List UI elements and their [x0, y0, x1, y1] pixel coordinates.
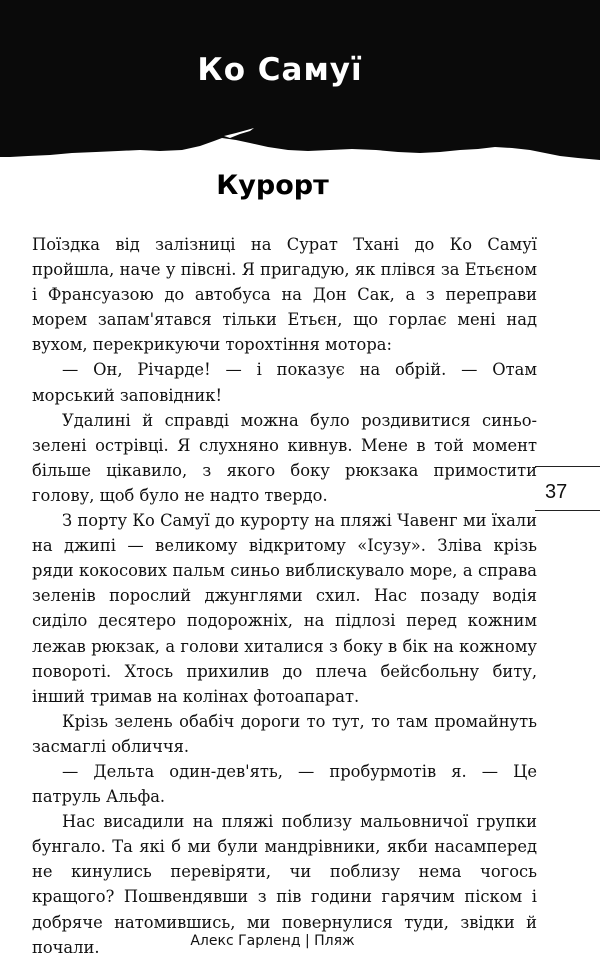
paragraph: Нас висадили на пляжі поблизу мальовничої групки бунгало. Та які б ми були мандрівники, якби насамперед не кинулись перевіряти, чи поблизу нема чогось кращого? Пошвендявши з пів години гарячим піском і добряче натомившись, ми повернулися туди, звідки й почали. — [32, 812, 537, 957]
page-number-rule-top — [535, 466, 600, 467]
paragraph: З порту Ко Самуї до курорту на пляжі Чавенг ми їхали на джипі — великому відкритому «Ісузу». Зліва крізь ряди кокосових пальм синьо виблискувало море, а справа зеленів порослий джунглями схил. Нас позаду водія сиділо десятеро подорожніх, на підлозі перед кожним лежав рюкзак, а голови хиталися з боку в бік на кожному повороті. Хтось прихилив до плеча бейсбольну биту, інший тримав на колінах фотоапарат. — [32, 511, 537, 706]
paragraph: Крізь зелень обабіч дороги то тут, то там промайнуть засмаглі обличчя. — [32, 711, 537, 756]
paragraph: — Дельта один-дев'ять, — пробурмотів я. — Це патруль Альфа. — [32, 761, 537, 807]
chapter-title: Ко Самуї — [197, 52, 363, 88]
running-footer: Алекс Гарленд | Пляж — [190, 933, 355, 949]
page-number-rule-bottom — [535, 510, 600, 511]
chapter-banner — [0, 0, 600, 160]
section-title: Курорт — [216, 170, 329, 201]
paragraph: Поїздка від залізниці на Сурат Тхані до Ко Самуї пройшла, наче у півсні. Я пригадую, як плівся за Етьєном і Франсуазою до автобуса на Дон Сак, а з переправи морем запам'ятався тільки Етьєн, що горлає мені над вухом, перекрикуючи торохтіння мотора: — [32, 235, 537, 355]
body-text — [32, 232, 537, 960]
paragraph: — Он, Річарде! — і показує на обрій. — Отам морський заповідник! — [32, 360, 537, 405]
page-number: 37 — [545, 481, 568, 503]
paragraph: Удалині й справді можна було роздивитися синьо-зелені острівці. Я слухняно кивнув. Мене в той момент більше цікавило, з якого боку рюкзака примостити голову, щоб було не надто твердо. — [32, 410, 537, 505]
